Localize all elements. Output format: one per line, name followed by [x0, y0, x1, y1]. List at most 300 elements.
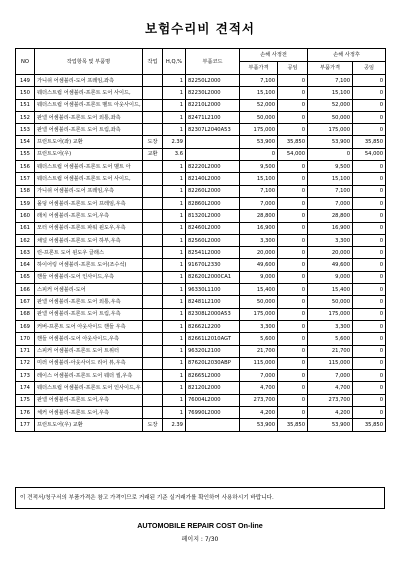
cell-item: 커버-프론트 도어 아웃사이드 핸들 우측	[35, 320, 143, 332]
table-row	[16, 234, 386, 246]
cell-code: 82210L2000	[186, 99, 240, 111]
cell-item: 판넬 어셈블리-프론트 도어 트림,좌측	[35, 124, 143, 136]
cell-before-labor: 0	[278, 345, 308, 357]
cell-after-part-price: 15,100	[308, 87, 353, 99]
cell-work	[143, 197, 163, 209]
cell-no: 166	[16, 284, 35, 296]
cell-after-labor: 0	[353, 271, 386, 283]
col-before-group-header: 손해 사정전	[240, 49, 308, 62]
cell-no: 168	[16, 308, 35, 320]
cell-item: 핸들 어셈블리-도어 인사이드,우측	[35, 271, 143, 283]
cell-hours: 1	[163, 382, 186, 394]
cell-work	[143, 357, 163, 369]
table-row	[16, 259, 386, 271]
cell-after-labor: 0	[353, 345, 386, 357]
cell-before-labor: 0	[278, 247, 308, 259]
cell-code: 82560L2000	[186, 234, 240, 246]
cell-no: 152	[16, 111, 35, 123]
cell-work: 도장	[143, 136, 163, 148]
cell-hours: 1	[163, 87, 186, 99]
cell-after-labor: 0	[353, 320, 386, 332]
table-row	[16, 247, 386, 259]
table-row	[16, 161, 386, 173]
cell-hours: 1	[163, 284, 186, 296]
cell-work	[143, 259, 163, 271]
table-row	[16, 148, 386, 160]
cell-work	[143, 185, 163, 197]
cell-hours: 1	[163, 99, 186, 111]
cell-hours: 1	[163, 197, 186, 209]
table-row	[16, 124, 386, 136]
cell-work	[143, 99, 163, 111]
cell-code: 82307L2040A53	[186, 124, 240, 136]
cell-before-labor: 0	[278, 210, 308, 222]
cell-item: 웨더스트립 어셈블리-프론트 도어 인사이드,우	[35, 382, 143, 394]
cell-item: 스피커 어셈블리-도어	[35, 284, 143, 296]
col-code-header: 부품코드	[186, 49, 240, 75]
cell-work	[143, 222, 163, 234]
cell-before-part-price: 9,500	[240, 161, 278, 173]
cell-after-labor: 0	[353, 161, 386, 173]
cell-work	[143, 370, 163, 382]
cell-hours: 1	[163, 173, 186, 185]
cell-hours: 1	[163, 210, 186, 222]
cell-code: 82250L2000	[186, 75, 240, 87]
cell-work	[143, 284, 163, 296]
cell-code: 87620L2030ABP	[186, 357, 240, 369]
cell-before-part-price: 28,800	[240, 210, 278, 222]
cell-after-labor: 0	[353, 284, 386, 296]
cell-work	[143, 345, 163, 357]
cell-before-part-price: 4,700	[240, 382, 278, 394]
cell-hours: 1	[163, 247, 186, 259]
cell-before-part-price: 0	[240, 148, 278, 160]
cell-after-labor: 0	[353, 259, 386, 271]
table-row	[16, 284, 386, 296]
cell-after-part-price: 3,300	[308, 234, 353, 246]
cell-item: 판넬 어셈블리-프론트 도어 외통,좌측	[35, 111, 143, 123]
cell-item: 가니쉬 어셈블리-도어 프레임,좌측	[35, 75, 143, 87]
cell-work	[143, 394, 163, 406]
table-row	[16, 394, 386, 406]
cell-hours: 1	[163, 407, 186, 419]
cell-code: 82860L2000	[186, 197, 240, 209]
service-brand: AUTOMOBILE REPAIR COST On-line	[137, 521, 263, 530]
price-disclaimer-note: 이 견적서/청구서의 부품가격은 참고 가격이므로 거래된 기준 실거래가를 확인하여 사용하시기 바랍니다.	[15, 487, 385, 509]
cell-before-part-price: 9,000	[240, 271, 278, 283]
cell-before-part-price: 7,100	[240, 185, 278, 197]
cell-item: 하이어링 어셈블리-프론트 도어(조수석)	[35, 259, 143, 271]
cell-no: 153	[16, 124, 35, 136]
cell-after-labor: 0	[353, 75, 386, 87]
cell-after-part-price: 50,000	[308, 111, 353, 123]
cell-after-part-price: 4,700	[308, 382, 353, 394]
cell-after-labor: 54,000	[353, 148, 386, 160]
cell-before-labor: 0	[278, 271, 308, 283]
cell-before-labor: 0	[278, 234, 308, 246]
cell-before-labor: 0	[278, 407, 308, 419]
cell-work	[143, 173, 163, 185]
cell-before-labor: 0	[278, 124, 308, 136]
cell-code: 82120L2000	[186, 382, 240, 394]
cell-after-labor: 0	[353, 333, 386, 345]
cell-before-part-price: 52,000	[240, 99, 278, 111]
cell-after-labor: 0	[353, 99, 386, 111]
cell-item: 프런트도어(우)	[35, 148, 143, 160]
cell-after-labor: 0	[353, 210, 386, 222]
cell-no: 167	[16, 296, 35, 308]
cell-item: 미러 어셈블리-아웃사이드 리어 뷰,우측	[35, 357, 143, 369]
cell-work	[143, 382, 163, 394]
cell-after-part-price: 49,600	[308, 259, 353, 271]
cell-after-part-price: 3,300	[308, 320, 353, 332]
cell-after-labor: 0	[353, 124, 386, 136]
cell-hours: 1	[163, 394, 186, 406]
cell-code: 82620L2000CA1	[186, 271, 240, 283]
cell-after-part-price: 7,100	[308, 75, 353, 87]
cell-after-labor: 0	[353, 222, 386, 234]
cell-after-part-price: 273,700	[308, 394, 353, 406]
cell-before-part-price: 50,000	[240, 296, 278, 308]
cell-before-labor: 0	[278, 185, 308, 197]
cell-item: 웨더스트립 어셈블리-프론트 도어 사이드,	[35, 87, 143, 99]
cell-item: 래치 어셈블리-프론트 도어,우측	[35, 210, 143, 222]
cell-no: 159	[16, 197, 35, 209]
col-no-header: NO	[16, 49, 35, 75]
table-row	[16, 370, 386, 382]
cell-after-labor: 0	[353, 394, 386, 406]
cell-after-part-price: 50,000	[308, 296, 353, 308]
cell-work	[143, 333, 163, 345]
table-row	[16, 210, 386, 222]
cell-no: 172	[16, 357, 35, 369]
cell-before-part-price: 15,400	[240, 284, 278, 296]
cell-item: 런-프론트 도어 윈도우 글래스	[35, 247, 143, 259]
cell-hours: 1	[163, 222, 186, 234]
cell-after-part-price: 0	[308, 148, 353, 160]
cell-after-part-price: 4,200	[308, 407, 353, 419]
cell-before-labor: 0	[278, 222, 308, 234]
cell-code: 82661L2010AGT	[186, 333, 240, 345]
cell-no: 175	[16, 394, 35, 406]
cell-work	[143, 87, 163, 99]
cell-after-labor: 0	[353, 382, 386, 394]
col-work-header: 작업	[143, 49, 163, 75]
cell-work	[143, 271, 163, 283]
cell-before-labor: 0	[278, 284, 308, 296]
cell-work: 도장	[143, 419, 163, 431]
cell-hours: 1	[163, 333, 186, 345]
cell-before-part-price: 20,000	[240, 247, 278, 259]
cell-before-part-price: 273,700	[240, 394, 278, 406]
page-number: 페이지 : 7/30	[181, 536, 219, 543]
cell-code	[186, 419, 240, 431]
cell-item: 웨더스트립 어셈블리-프론트 벨트 아웃사이드,	[35, 99, 143, 111]
cell-after-part-price: 21,700	[308, 345, 353, 357]
table-row	[16, 99, 386, 111]
table-row	[16, 345, 386, 357]
table-row	[16, 136, 386, 148]
table-row	[16, 407, 386, 419]
cell-code: 82662L2200	[186, 320, 240, 332]
cell-after-part-price: 175,000	[308, 124, 353, 136]
cell-after-part-price: 7,000	[308, 197, 353, 209]
cell-before-labor: 0	[278, 111, 308, 123]
cell-code: 82230L2000	[186, 87, 240, 99]
cell-before-part-price: 3,300	[240, 234, 278, 246]
estimate-rows	[16, 75, 386, 432]
cell-no: 155	[16, 148, 35, 160]
cell-item: 레이스 어셈블리-프론트 도어 웨더 씰,우측	[35, 370, 143, 382]
cell-no: 170	[16, 333, 35, 345]
cell-hours: 1	[163, 320, 186, 332]
cell-work	[143, 320, 163, 332]
cell-before-labor: 0	[278, 87, 308, 99]
table-row	[16, 296, 386, 308]
cell-after-labor: 0	[353, 357, 386, 369]
cell-before-labor: 0	[278, 382, 308, 394]
col-after-labor-header: 공임	[353, 62, 386, 75]
cell-hours: 1	[163, 271, 186, 283]
cell-before-labor: 0	[278, 308, 308, 320]
cell-before-labor: 0	[278, 99, 308, 111]
cell-before-labor: 0	[278, 197, 308, 209]
cell-item: 채널 어셈블리-프론트 도어 하부,우측	[35, 234, 143, 246]
cell-after-part-price: 15,100	[308, 173, 353, 185]
table-row	[16, 185, 386, 197]
cell-before-part-price: 175,000	[240, 308, 278, 320]
cell-hours: 1	[163, 185, 186, 197]
cell-no: 177	[16, 419, 35, 431]
cell-after-labor: 0	[353, 296, 386, 308]
cell-before-part-price: 3,300	[240, 320, 278, 332]
cell-code: 81320L2000	[186, 210, 240, 222]
cell-code: 82481L2100	[186, 296, 240, 308]
estimate-table	[15, 48, 386, 432]
cell-before-part-price: 16,900	[240, 222, 278, 234]
cell-before-part-price: 53,900	[240, 419, 278, 431]
cell-no: 154	[16, 136, 35, 148]
header-row-top	[16, 49, 386, 62]
cell-after-part-price: 52,000	[308, 99, 353, 111]
cell-code: 82220L2000	[186, 161, 240, 173]
table-row	[16, 308, 386, 320]
cell-item: 판넬 어셈블리-프론트 도어 외통,우측	[35, 296, 143, 308]
cell-after-part-price: 175,000	[308, 308, 353, 320]
cell-before-labor: 0	[278, 259, 308, 271]
cell-before-part-price: 4,200	[240, 407, 278, 419]
cell-no: 163	[16, 247, 35, 259]
cell-before-labor: 0	[278, 370, 308, 382]
table-row	[16, 357, 386, 369]
table-row	[16, 222, 386, 234]
cell-hours: 2.39	[163, 419, 186, 431]
cell-item: 스피커 어셈블리-프론트 도어 트위터	[35, 345, 143, 357]
cell-after-part-price: 53,900	[308, 419, 353, 431]
cell-after-part-price: 115,000	[308, 357, 353, 369]
cell-item: 가니쉬 어셈블리-도어 프레임,우측	[35, 185, 143, 197]
cell-code: 76990L2000	[186, 407, 240, 419]
col-before-part-price-header: 부품가격	[240, 62, 278, 75]
cell-code	[186, 148, 240, 160]
cell-no: 162	[16, 234, 35, 246]
cell-hours: 1	[163, 308, 186, 320]
cell-before-part-price: 7,100	[240, 75, 278, 87]
cell-code: 76004L2000	[186, 394, 240, 406]
cell-after-labor: 0	[353, 173, 386, 185]
cell-hours: 1	[163, 161, 186, 173]
cell-before-part-price: 175,000	[240, 124, 278, 136]
cell-hours: 1	[163, 259, 186, 271]
table-row	[16, 382, 386, 394]
cell-no: 150	[16, 87, 35, 99]
cell-before-part-price: 5,600	[240, 333, 278, 345]
cell-no: 171	[16, 345, 35, 357]
cell-code: 96330L1100	[186, 284, 240, 296]
cell-item: 체커 어셈블리-프론트 도어,우측	[35, 407, 143, 419]
cell-after-labor: 0	[353, 308, 386, 320]
cell-hours: 1	[163, 111, 186, 123]
table-row	[16, 75, 386, 87]
cell-after-labor: 0	[353, 197, 386, 209]
cell-after-part-price: 53,900	[308, 136, 353, 148]
cell-no: 165	[16, 271, 35, 283]
cell-before-labor: 0	[278, 320, 308, 332]
cell-no: 149	[16, 75, 35, 87]
cell-code: 82665L2000	[186, 370, 240, 382]
cell-before-labor: 0	[278, 161, 308, 173]
cell-code: 82140L2000	[186, 173, 240, 185]
cell-code: 91670L2330	[186, 259, 240, 271]
cell-hours: 2.39	[163, 136, 186, 148]
cell-code	[186, 136, 240, 148]
cell-after-part-price: 5,600	[308, 333, 353, 345]
cell-work	[143, 296, 163, 308]
cell-no: 151	[16, 99, 35, 111]
cell-before-part-price: 7,000	[240, 197, 278, 209]
cell-no: 176	[16, 407, 35, 419]
cell-hours: 1	[163, 75, 186, 87]
document-title: 보험수리비 견적서	[145, 21, 255, 36]
table-row	[16, 419, 386, 431]
cell-item: 핸들 어셈블리-도어 아웃사이드,우측	[35, 333, 143, 345]
cell-before-part-price: 15,100	[240, 173, 278, 185]
cell-no: 156	[16, 161, 35, 173]
cell-before-labor: 0	[278, 333, 308, 345]
cell-after-part-price: 9,000	[308, 271, 353, 283]
table-row	[16, 333, 386, 345]
cell-no: 161	[16, 222, 35, 234]
col-after-group-header: 손해 사정후	[308, 49, 386, 62]
cell-item: 몰딩 어셈블리-프론트 도어 프레임,우측	[35, 197, 143, 209]
cell-after-labor: 0	[353, 407, 386, 419]
cell-after-labor: 35,850	[353, 419, 386, 431]
cell-work	[143, 124, 163, 136]
cell-hours: 1	[163, 370, 186, 382]
cell-item: 모터 어셈블리-프론트 파워 윈도우,우측	[35, 222, 143, 234]
cell-code: 82471L2100	[186, 111, 240, 123]
cell-before-labor: 0	[278, 296, 308, 308]
table-row	[16, 320, 386, 332]
cell-after-labor: 35,850	[353, 136, 386, 148]
cell-hours: 1	[163, 234, 186, 246]
cell-code: 82260L2000	[186, 185, 240, 197]
cell-no: 157	[16, 173, 35, 185]
cell-hours: 1	[163, 357, 186, 369]
cell-code: 82308L2000A53	[186, 308, 240, 320]
cell-after-part-price: 20,000	[308, 247, 353, 259]
cell-no: 158	[16, 185, 35, 197]
col-before-labor-header: 공임	[278, 62, 308, 75]
cell-before-labor: 0	[278, 173, 308, 185]
cell-hours: 1	[163, 345, 186, 357]
cell-hours: 1	[163, 124, 186, 136]
cell-before-labor: 54,000	[278, 148, 308, 160]
cell-after-part-price: 28,800	[308, 210, 353, 222]
cell-item: 판넬 어셈블리-프론트 도어,우측	[35, 394, 143, 406]
cell-after-labor: 0	[353, 87, 386, 99]
cell-before-part-price: 50,000	[240, 111, 278, 123]
cell-work	[143, 75, 163, 87]
cell-before-labor: 35,850	[278, 136, 308, 148]
col-after-part-price-header: 부품가격	[308, 62, 353, 75]
cell-before-part-price: 53,900	[240, 136, 278, 148]
table-row	[16, 197, 386, 209]
cell-work	[143, 407, 163, 419]
cell-after-part-price: 16,900	[308, 222, 353, 234]
cell-code: 82541L2000	[186, 247, 240, 259]
cell-code: 96320L2100	[186, 345, 240, 357]
cell-item: 프런트도어(좌) 교환	[35, 136, 143, 148]
cell-no: 173	[16, 370, 35, 382]
cell-before-part-price: 49,600	[240, 259, 278, 271]
cell-before-part-price: 115,000	[240, 357, 278, 369]
cell-work	[143, 308, 163, 320]
cell-item: 웨더스트립 어셈블리-프론트 도어 벨트 아	[35, 161, 143, 173]
cell-before-part-price: 21,700	[240, 345, 278, 357]
cell-before-labor: 0	[278, 75, 308, 87]
cell-before-labor: 0	[278, 357, 308, 369]
cell-work	[143, 234, 163, 246]
cell-no: 169	[16, 320, 35, 332]
table-row	[16, 173, 386, 185]
cell-after-part-price: 7,100	[308, 185, 353, 197]
cell-after-labor: 0	[353, 111, 386, 123]
table-row	[16, 87, 386, 99]
cell-after-part-price: 15,400	[308, 284, 353, 296]
cell-after-labor: 0	[353, 247, 386, 259]
cell-no: 174	[16, 382, 35, 394]
cell-after-labor: 0	[353, 370, 386, 382]
col-item-header: 작업항목 및 부품명	[35, 49, 143, 75]
table-row	[16, 111, 386, 123]
cell-no: 164	[16, 259, 35, 271]
cell-no: 160	[16, 210, 35, 222]
cell-item: 프런트도어(우) 교환	[35, 419, 143, 431]
cell-item: 웨더스트립 어셈블리-프론트 도어 사이드,	[35, 173, 143, 185]
table-row	[16, 271, 386, 283]
cell-work: 교환	[143, 148, 163, 160]
cell-work	[143, 111, 163, 123]
cell-before-labor: 0	[278, 394, 308, 406]
cell-before-part-price: 7,000	[240, 370, 278, 382]
cell-after-part-price: 9,500	[308, 161, 353, 173]
cell-code: 82460L2000	[186, 222, 240, 234]
cell-before-labor: 35,850	[278, 419, 308, 431]
cell-work	[143, 161, 163, 173]
cell-before-part-price: 15,100	[240, 87, 278, 99]
cell-item: 판넬 어셈블리-프론트 도어 트림,우측	[35, 308, 143, 320]
